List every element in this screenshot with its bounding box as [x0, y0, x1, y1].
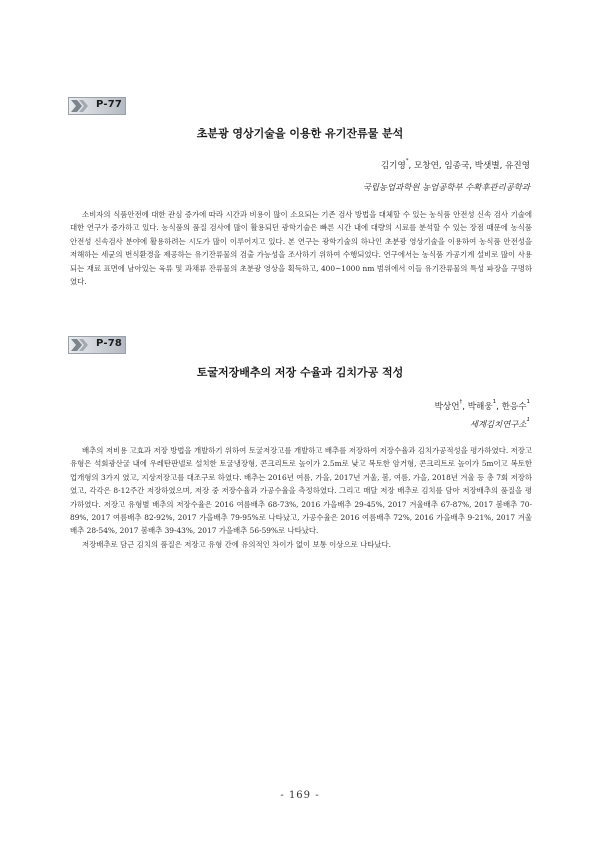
- affiliation: 국립농업과학원 농업공학부 수확후관리공학과: [362, 182, 530, 192]
- article-title: 초분광 영상기술을 이용한 유기잔류물 분석: [196, 127, 404, 140]
- author-name: 임종국: [444, 161, 470, 171]
- author-mark: 1: [492, 399, 497, 405]
- author-name: 박샛별: [474, 161, 500, 171]
- abstract-paragraph: 저장배추로 담근 김치의 품질은 저장고 유형 간에 유의적인 차이가 없이 보통 이상으로 나타났다.: [82, 539, 391, 549]
- tag-chevron-icon: [71, 100, 91, 112]
- author-name: 박해웅: [467, 402, 493, 412]
- tag-chevron-icon: [71, 339, 91, 351]
- author-list: [381, 159, 530, 171]
- affiliation: [470, 418, 530, 430]
- abstract-paragraph: 배추의 저비용 고효과 저장 방법을 개발하기 위하여 토굴저장고를 개발하고 배추를 저장하여 저장수율과 김치가공적성을 평가하였다. 저장고 유형은 석회광산굴 내에 우레탄판넬로 설치한 토굴냉장형, 콘크리트로 높이가 2.5m로 낮고 복토한 암거형, 콘크리트로 높이가 5m이고 복토한 업개형의 3가지 였고, 지상저장고를 대조구로 하였다. 배추는 2016년 여름, 가을, 2017년 겨울, 봄, 여름, 가을, 2018년 겨울 등 총 7회 저장하였고, 각각은 8-12주간 저장하였으며, 저장 중 저장수율과 가공수율을 측정하였다. 그리고 매달 저장 배추로 김치를 담아 저장배추의 품질을 평가하였다. 저장고 유형별 배추의 저장수율은 2016 여름배추 68-73%, 2016 가을배추 29-45%, 2017 겨울배추 67-87%, 2017 봄배추 70-89%, 2017 여름배추 82-92%, 2017 가을배추 79-95%로 나타났고, 가공수율은 2016 여름배추 72%, 2016 가을배추 9-21%, 2017 겨울배추 28-54%, 2017 봄배추 39-43%, 2017 가을배추 56-59%로 나타났다.: [70, 446, 532, 536]
- author-separator: ,: [496, 402, 502, 412]
- abstract: [70, 208, 532, 288]
- author-separator: ,: [462, 402, 468, 412]
- author-name: 한응수: [501, 402, 527, 412]
- page-number: - 169 -: [280, 790, 320, 801]
- author-name: 유진영: [505, 161, 530, 171]
- affiliation-name: 세계김치연구소: [469, 419, 527, 429]
- affiliation-mark: 1: [526, 417, 530, 423]
- abstract-paragraph: 소비자의 식품안전에 대한 관심 증가에 따라 시간과 비용이 많이 소요되는 기존 검사 방법을 대체할 수 있는 농식품 안전성 신속 검사 기술에 대한 연구가 증가하고 있다. 농식품의 품질 검사에 많이 활용되던 광학기술은 빠른 시간 내에 대량의 시료를 분석할 수 있는 장점 때문에 농식품 안전성 신속검사 분야에 활용하려는 시도가 많이 이루어지고 있다. 본 연구는 광학기술의 하나인 초분광 영상기술을 이용하여 농식품 안전성을 저해하는 세균의 번식환경을 제공하는 유기잔류물의 검출 가능성을 조사하기 위하여 수행되었다. 연구에서는 농식품 가공기계 설비로 많이 사용되는 재료 표면에 남아있는 육류 및 과채류 잔류물의 초분광 영상을 획득하고, 400~1000 nm 범위에서 이들 유기잔류물의 특성 파장을 구명하였다.: [70, 210, 532, 287]
- author-separator: ,: [469, 161, 475, 171]
- poster-code-badge: [68, 336, 126, 354]
- author-separator: ,: [438, 161, 445, 171]
- author-mark: 1: [526, 399, 530, 405]
- author-list: [435, 400, 530, 412]
- poster-code-badge: [68, 97, 126, 115]
- author-separator: ,: [408, 161, 414, 171]
- author-name: 모창연: [413, 161, 439, 171]
- poster-code: P-77: [96, 99, 123, 110]
- author-mark: *: [405, 158, 409, 164]
- poster-code: P-78: [96, 338, 123, 349]
- author-separator: ,: [499, 161, 506, 171]
- abstract: [70, 444, 532, 551]
- author-name: 박상언: [434, 402, 460, 412]
- author-name: 김기영: [380, 161, 406, 171]
- article-title: 토굴저장배추의 저장 수율과 김치가공 적성: [196, 366, 404, 379]
- author-mark: †: [459, 399, 463, 405]
